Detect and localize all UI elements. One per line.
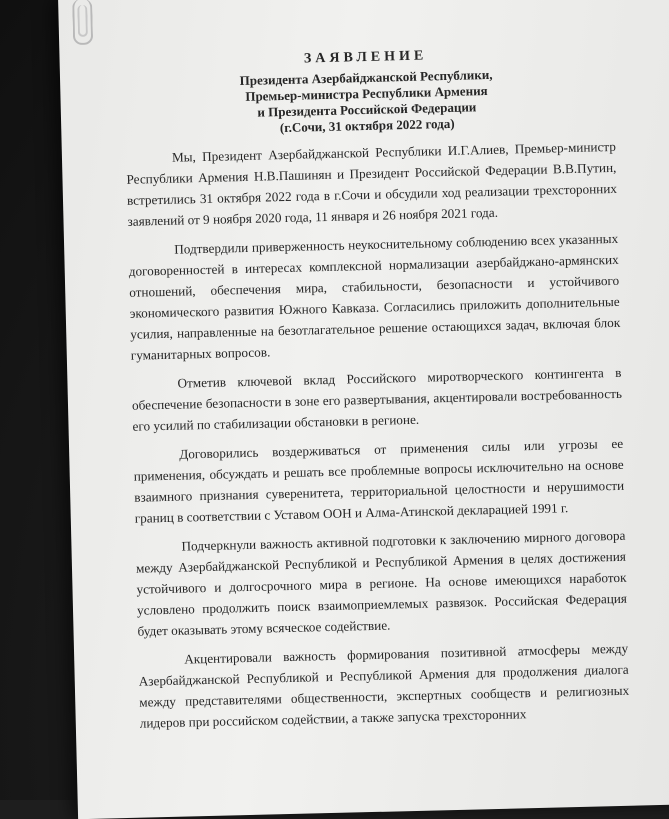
paragraph: Мы, Президент Азербайджанской Республики И.Г.Алиев, Премьер-министр Республики Армения Н.В.Пашинян и Президент Российской Федерации В.В.Путин, встретились 31 октября 2022 года в г.Сочи и обсудили ход реализации трехсторонних заявлений от 9 ноября 2020 года, 11 января и 26 ноября 2021 года. <box>126 138 618 229</box>
paper-clip-icon <box>72 0 93 45</box>
document-body <box>126 136 630 742</box>
subtitle-line: и Президента Российской Федерации <box>257 99 477 120</box>
paragraph: Договорились воздерживаться от применения силы или угрозы ее применения, обсуждать и решать все проблемные вопросы исключительно на основе взаимного признания суверенитета, территориальной целостности и нерушимости границ в соответствии с Уставом ООН и Алма-Атинской декларацией 1991 г. <box>133 435 625 526</box>
document-page <box>58 0 669 819</box>
document-heading <box>60 43 669 142</box>
subtitle-line: Президента Азербайджанской Республики, <box>239 66 493 89</box>
paragraph: Отметив ключевой вклад Российского миротворческого контингента в обеспечение безопасности в зоне его развертывания, акцентировали востребованность его усилий по стабилизации обстановки в регионе. <box>131 364 623 434</box>
document-title: ЗАЯВЛЕНИЕ <box>303 48 428 67</box>
subtitle-line: Премьер-министра Республики Армения <box>245 83 488 104</box>
paragraph: Акцентировали важность формирования позитивной атмосферы между Азербайджанской Республикой и Республикой Армения для продолжения диалога между представителями общественности, экспертных сообществ и религиозных лидеров при российском содействии, а также запуска трехсторонних <box>138 640 630 731</box>
paragraph: Подчеркнули важность активной подготовки к заключению мирного договора между Азербайджанской Республикой и Республикой Армения в целях достижения устойчивого и долгосрочного мира в регионе. На основе имеющихся наработок условлено продолжить поиск взаимоприемлемых развязок. Российская Федерация будет оказывать этому всяческое содействие. <box>135 527 628 639</box>
subtitle-date: (г.Сочи, 31 октября 2022 года) <box>279 115 455 136</box>
paragraph: Подтвердили приверженность неукоснительному соблюдению всех указанных договоренностей в интересах комплексной нормализации азербайджано-армянских отношений, обеспечения мира, стабильности, безопасности и устойчивого экономического развития Южного Кавказа. Согласились приложить дополнительные усилия, направленные на безотлагательное решение остающихся задач, включая блок гуманитарных вопросов. <box>128 230 621 363</box>
